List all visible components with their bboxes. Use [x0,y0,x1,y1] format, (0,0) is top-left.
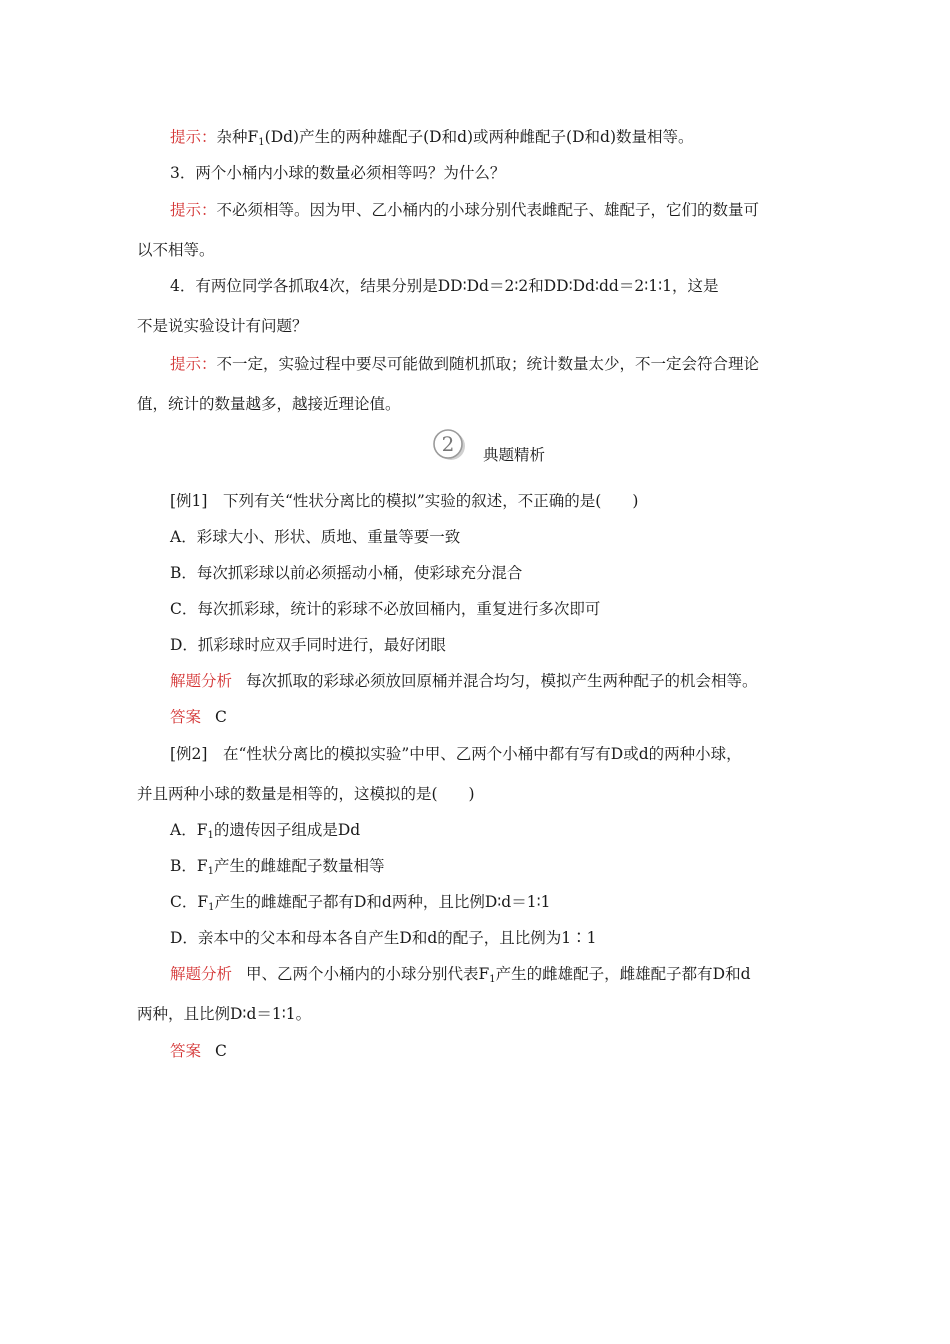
subscript: 1 [207,830,214,841]
hint-paragraph-3 [170,200,759,220]
question-4-continued: 不是说实验设计有问题？ [137,317,308,335]
hint-text-continued: 值，统计的数量越多，越接近理论值。 [137,395,401,413]
example-2-stem: [例2] 在“性状分离比的模拟实验”中甲、乙两个小桶中都有写有D或d的两种小球， [170,745,742,763]
hint-paragraph-4 [170,354,759,374]
example-1-option-d: D．抓彩球时应双手同时进行，最好闭眼 [170,636,446,654]
hint-text: (Dd)产生的两种雄配子(D和d)或两种雌配子(D和d)数量相等。 [264,128,694,146]
option-text: 产生的雌雄配子数量相等 [214,857,385,875]
example-1-analysis [170,671,758,691]
analysis-label: 解题分析 [170,672,233,690]
answer-label: 答案 [170,1042,202,1060]
example-1-stem: [例1] 下列有关“性状分离比的模拟”实验的叙述，不正确的是( ) [170,492,639,510]
hint-label: 提示： [170,128,217,146]
analysis-text: 每次抓取的彩球必须放回原桶并混合均匀，模拟产生两种配子的机会相等。 [246,672,758,690]
option-text: B．F [170,857,208,875]
subscript: 1 [489,974,496,985]
hint-label: 提示： [170,355,217,373]
answer-value: C [215,1042,227,1060]
example-1-option-b: B．每次抓彩球以前必须摇动小桶，使彩球充分混合 [170,564,523,582]
analysis-text: 产生的雌雄配子，雌雄配子都有D和d [495,965,751,983]
example-2-analysis-continued: 两种，且比例D∶d＝1∶1。 [137,1005,312,1023]
section-number: 2 [441,432,455,456]
example-2-stem-continued: 并且两种小球的数量是相等的，这模拟的是( ) [137,785,475,803]
question-4: 4．有两位同学各抓取4次，结果分别是DD∶Dd＝2∶2和DD∶Dd∶dd＝2∶1∶1，这是 [170,277,719,295]
option-text: 的遗传因子组成是Dd [213,821,361,839]
subscript: 1 [207,866,215,877]
hint-text: 杂种F [216,128,259,146]
example-1-option-a: A．彩球大小、形状、质地、重量等要一致 [170,528,461,546]
example-2-answer [170,1041,227,1061]
hint-text: 不必须相等。因为甲、乙小桶内的小球分别代表雌配子、雄配子，它们的数量可 [216,201,760,219]
hint-text: 不一定，实验过程中要尽可能做到随机抓取；统计数量太少，不一定会符合理论 [216,355,760,373]
analysis-label: 解题分析 [170,965,233,983]
answer-value: C [215,708,227,726]
example-2-option-d: D．亲本中的父本和母本各自产生D和d的配子，且比例为1∶1 [170,929,597,947]
subscript: 1 [258,137,265,148]
example-1-answer [170,707,227,727]
analysis-text: 甲、乙两个小桶内的小球分别代表F [246,965,490,983]
answer-label: 答案 [170,708,202,726]
option-text: C．F [170,893,209,911]
example-2-analysis [170,964,751,990]
hint-paragraph-1 [170,127,694,153]
example-2-option-a [170,820,360,846]
example-2-option-b [170,856,385,882]
option-text: A．F [170,821,208,839]
example-1-option-c: C．每次抓彩球，统计的彩球不必放回桶内，重复进行多次即可 [170,600,601,618]
subscript: 1 [208,902,215,913]
section-title: 典题精析 [483,446,546,464]
section-number-icon [431,427,467,463]
example-2-option-c [170,892,551,918]
option-text: 产生的雌雄配子都有D和d两种，且比例D∶d＝1∶1 [214,893,551,911]
hint-text-continued: 以不相等。 [137,241,215,259]
question-3: 3．两个小桶内小球的数量必须相等吗？为什么？ [170,164,506,182]
hint-label: 提示： [170,201,217,219]
